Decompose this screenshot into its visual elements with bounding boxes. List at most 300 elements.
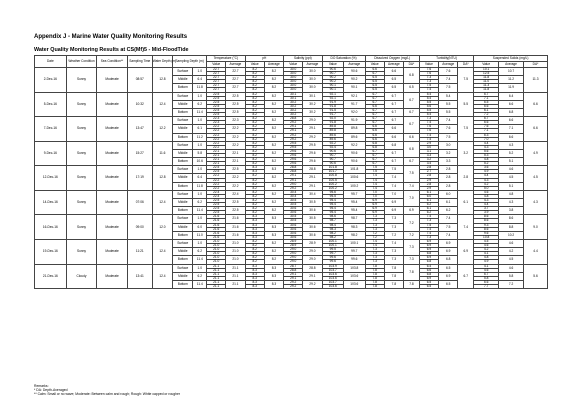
sea-condition-cell: Moderate — [97, 166, 128, 191]
level-name-cell: Bottom — [173, 280, 193, 288]
salinity-average-cell: 30.2 — [303, 100, 322, 108]
suspended-solids-value-cell: 8.6 — [474, 219, 499, 223]
water-depth-cell: 12.8 — [152, 68, 172, 93]
sampling-depth-cell: 11.8 — [193, 182, 207, 190]
ph-value-cell: 8.2 — [245, 194, 264, 198]
level-name-cell: Bottom — [173, 256, 193, 264]
subheader-cell: Average — [499, 62, 524, 68]
dissolved-oxygen-value-cell: 7.3 — [365, 215, 384, 219]
suspended-solids-average-cell: 4.3 — [499, 141, 524, 149]
turbidity-average-cell: 3.2 — [439, 149, 458, 157]
salinity-average-cell: 28.8 — [303, 264, 322, 272]
dissolved-oxygen-average-cell: 6.5 — [384, 76, 403, 84]
dissolved-oxygen-value-cell: 7.4 — [365, 244, 384, 248]
ph-value-cell: 8.3 — [245, 166, 264, 170]
temperature-value-cell: 22.5 — [207, 113, 226, 117]
appendix-title: Appendix J - Marine Water Quality Monitoring Results — [34, 34, 188, 40]
do-saturation-value-cell: 98.2 — [322, 231, 344, 235]
weather-cell: Sunny — [66, 166, 97, 191]
do-saturation-value-cell: 92.1 — [322, 92, 344, 96]
ph-average-cell: 8.2 — [264, 256, 283, 264]
dissolved-oxygen-da-cell: 7.4 — [404, 182, 420, 190]
header-salinity: Salinity (ppt) — [284, 56, 322, 62]
ph-value-cell: 8.2 — [245, 84, 264, 88]
suspended-solids-average-cell: 6.6 — [499, 100, 524, 108]
ph-value-cell: 8.2 — [245, 141, 264, 145]
salinity-value-cell: 30.6 — [284, 235, 303, 239]
ph-value-cell: 8.3 — [245, 227, 264, 231]
salinity-value-cell: 30.0 — [284, 88, 303, 92]
do-saturation-average-cell: 89.8 — [344, 125, 366, 133]
turbidity-average-cell: 6.5 — [439, 264, 458, 272]
ph-average-cell: 8.2 — [264, 199, 283, 207]
ph-value-cell: 8.2 — [245, 252, 264, 256]
sampling-depth-cell: 1.0 — [193, 141, 207, 149]
turbidity-value-cell: 6.9 — [419, 248, 438, 252]
temperature-value-cell: 21.6 — [207, 219, 226, 223]
suspended-solids-value-cell: 4.3 — [474, 145, 499, 149]
dissolved-oxygen-value-cell: 7.3 — [365, 227, 384, 231]
do-saturation-average-cell: 91.9 — [344, 117, 366, 125]
dissolved-oxygen-value-cell: 6.7 — [365, 117, 384, 121]
do-saturation-value-cell: 90.7 — [322, 153, 344, 157]
temperature-value-cell: 22.2 — [207, 145, 226, 149]
salinity-value-cell: 29.2 — [284, 186, 303, 190]
do-saturation-value-cell: 100.2 — [322, 182, 344, 186]
do-saturation-average-cell: 92.0 — [344, 108, 366, 116]
level-name-cell: Bottom — [173, 182, 193, 190]
dissolved-oxygen-value-cell: 6.7 — [365, 158, 384, 162]
suspended-solids-value-cell: 3.7 — [474, 207, 499, 211]
remarks-heading: Remarks: — [34, 384, 49, 388]
turbidity-value-cell: 2.9 — [419, 186, 438, 190]
suspended-solids-value-cell: 7.1 — [474, 129, 499, 133]
salinity-average-cell: 30.4 — [303, 190, 322, 198]
turbidity-average-cell: 3.3 — [439, 158, 458, 166]
turbidity-da-cell: 5.5 — [458, 92, 474, 117]
dissolved-oxygen-average-cell: 7.8 — [384, 280, 403, 288]
suspended-solids-value-cell: 6.7 — [474, 92, 499, 96]
dissolved-oxygen-da-cell: 7.2 — [404, 215, 420, 231]
temperature-value-cell: 21.1 — [207, 264, 226, 268]
salinity-value-cell: 28.9 — [284, 239, 303, 243]
suspended-solids-da-cell: 5.6 — [524, 264, 548, 289]
salinity-average-cell: 29.1 — [303, 182, 322, 190]
sampling-depth-cell: 11.0 — [193, 231, 207, 239]
subheader-cell: Average — [439, 62, 458, 68]
salinity-value-cell: 30.6 — [284, 227, 303, 231]
do-saturation-value-cell: 91.7 — [322, 113, 344, 117]
subheader-cell: Value — [474, 62, 499, 68]
water-depth-cell: 12.0 — [152, 215, 172, 240]
turbidity-value-cell: 7.6 — [419, 72, 438, 76]
salinity-value-cell: 29.5 — [284, 145, 303, 149]
subheader-cell: Value — [207, 62, 226, 68]
salinity-average-cell: 30.1 — [303, 92, 322, 100]
ph-average-cell: 8.2 — [264, 84, 283, 92]
dissolved-oxygen-value-cell: 7.4 — [365, 174, 384, 178]
temperature-value-cell: 22.2 — [207, 141, 226, 145]
ph-value-cell: 8.2 — [245, 68, 264, 72]
turbidity-average-cell: 2.8 — [439, 182, 458, 190]
salinity-value-cell: 29.1 — [284, 174, 303, 178]
ph-value-cell: 8.2 — [245, 108, 264, 112]
salinity-value-cell: 30.6 — [284, 207, 303, 211]
do-saturation-value-cell: 90.7 — [322, 158, 344, 162]
do-saturation-value-cell: 100.5 — [322, 178, 344, 182]
suspended-solids-value-cell: 4.5 — [474, 239, 499, 243]
suspended-solids-value-cell: 4.8 — [474, 194, 499, 198]
ph-average-cell: 8.2 — [264, 207, 283, 215]
dissolved-oxygen-value-cell: 7.5 — [365, 166, 384, 170]
suspended-solids-average-cell: 4.6 — [499, 264, 524, 272]
do-saturation-average-cell: 92.1 — [344, 92, 366, 100]
dissolved-oxygen-value-cell: 7.8 — [365, 264, 384, 268]
do-saturation-value-cell: 90.1 — [322, 88, 344, 92]
salinity-average-cell: 29.6 — [303, 149, 322, 157]
suspended-solids-value-cell: 4.1 — [474, 252, 499, 256]
suspended-solids-value-cell: 8.6 — [474, 215, 499, 219]
dissolved-oxygen-value-cell: 6.7 — [365, 100, 384, 104]
sampling-depth-cell: 1.0 — [193, 215, 207, 223]
temperature-average-cell: 22.7 — [226, 76, 245, 84]
salinity-value-cell: 30.4 — [284, 190, 303, 194]
ph-average-cell: 8.2 — [264, 108, 283, 116]
level-name-cell: Surface — [173, 215, 193, 223]
ph-average-cell: 8.2 — [264, 125, 283, 133]
suspended-solids-average-cell: 5.1 — [499, 158, 524, 166]
salinity-average-cell: 29.0 — [303, 256, 322, 264]
ph-value-cell: 8.3 — [245, 264, 264, 268]
subheader-cell: Average — [384, 62, 403, 68]
suspended-solids-average-cell: 11.9 — [499, 84, 524, 92]
ph-value-cell: 8.2 — [245, 72, 264, 76]
ph-value-cell: 8.2 — [245, 207, 264, 211]
ph-average-cell: 8.2 — [264, 239, 283, 247]
dissolved-oxygen-value-cell: 6.7 — [365, 153, 384, 157]
do-saturation-value-cell: 90.2 — [322, 80, 344, 84]
dissolved-oxygen-value-cell: 7.2 — [365, 235, 384, 239]
dissolved-oxygen-value-cell: 6.6 — [365, 68, 384, 72]
temperature-average-cell: 21.6 — [226, 223, 245, 231]
turbidity-da-cell: 3.2 — [458, 141, 474, 166]
turbidity-value-cell: 7.6 — [419, 129, 438, 133]
dissolved-oxygen-value-cell: 7.5 — [365, 170, 384, 174]
do-saturation-value-cell: 98.3 — [322, 227, 344, 231]
sampling-depth-cell: 1.0 — [193, 117, 207, 125]
dissolved-oxygen-average-cell: 7.4 — [384, 174, 403, 182]
suspended-solids-value-cell: 6.6 — [474, 104, 499, 108]
turbidity-value-cell: 7.3 — [419, 117, 438, 121]
temperature-value-cell: 22.5 — [207, 170, 226, 174]
turbidity-value-cell: 3.1 — [419, 149, 438, 153]
turbidity-value-cell: 7.6 — [419, 68, 438, 72]
do-saturation-average-cell: 98.2 — [344, 231, 366, 239]
ph-value-cell: 8.3 — [245, 235, 264, 239]
turbidity-average-cell: 6.2 — [439, 207, 458, 215]
suspended-solids-value-cell: 4.1 — [474, 264, 499, 268]
level-name-cell: Surface — [173, 141, 193, 149]
temperature-average-cell: 21.0 — [226, 239, 245, 247]
salinity-average-cell: 30.5 — [303, 215, 322, 223]
temperature-average-cell: 22.7 — [226, 68, 245, 76]
do-saturation-value-cell: 95.4 — [322, 207, 344, 211]
ph-value-cell: 8.3 — [245, 223, 264, 227]
salinity-value-cell: 29.1 — [284, 178, 303, 182]
suspended-solids-average-cell: 5.1 — [499, 182, 524, 190]
ph-value-cell: 8.3 — [245, 268, 264, 272]
salinity-value-cell: 29.0 — [284, 248, 303, 252]
suspended-solids-da-cell: 4.5 — [524, 166, 548, 191]
ph-value-cell: 8.2 — [245, 104, 264, 108]
subheader-cell: Value — [284, 62, 303, 68]
turbidity-value-cell: 6.2 — [419, 211, 438, 215]
ph-value-cell: 8.2 — [245, 186, 264, 190]
do-saturation-value-cell: 103.9 — [322, 264, 344, 268]
salinity-value-cell: 30.0 — [284, 72, 303, 76]
ph-value-cell: 8.2 — [245, 256, 264, 260]
turbidity-value-cell: 6.8 — [419, 272, 438, 276]
level-name-cell: Middle — [173, 248, 193, 256]
temperature-average-cell: 21.1 — [226, 272, 245, 280]
suspended-solids-value-cell: 4.4 — [474, 174, 499, 178]
temperature-value-cell: 22.5 — [207, 166, 226, 170]
dissolved-oxygen-value-cell: 6.9 — [365, 199, 384, 203]
dissolved-oxygen-average-cell: 6.7 — [384, 117, 403, 125]
dissolved-oxygen-value-cell: 6.7 — [365, 72, 384, 76]
suspended-solids-value-cell: 5.6 — [474, 149, 499, 153]
dissolved-oxygen-value-cell: 6.8 — [365, 141, 384, 145]
suspended-solids-average-cell: 8.8 — [499, 223, 524, 231]
dissolved-oxygen-da-cell: 6.7 — [404, 158, 420, 166]
temperature-value-cell: 21.0 — [207, 248, 226, 252]
dissolved-oxygen-value-cell: 6.6 — [365, 104, 384, 108]
suspended-solids-da-cell: 6.6 — [524, 117, 548, 142]
sampling-depth-cell: 5.8 — [193, 149, 207, 157]
temperature-average-cell: 22.2 — [226, 141, 245, 149]
turbidity-value-cell: 5.4 — [419, 92, 438, 96]
do-saturation-average-cell: 100.1 — [344, 239, 366, 247]
ph-value-cell: 8.2 — [245, 88, 264, 92]
suspended-solids-value-cell: 3.9 — [474, 211, 499, 215]
ph-value-cell: 8.2 — [245, 100, 264, 104]
salinity-average-cell: 30.0 — [303, 68, 322, 76]
sampling-depth-cell: 1.0 — [193, 166, 207, 174]
sampling-depth-cell: 6.2 — [193, 272, 207, 280]
turbidity-da-cell: 7.4 — [458, 215, 474, 240]
do-saturation-value-cell: 103.6 — [322, 276, 344, 280]
level-name-cell: Surface — [173, 190, 193, 198]
header-time: Sampling Time — [127, 56, 152, 68]
do-saturation-value-cell: 100.8 — [322, 174, 344, 178]
ph-value-cell: 8.2 — [245, 199, 264, 203]
salinity-average-cell: 30.2 — [303, 108, 322, 116]
suspended-solids-average-cell: 5.2 — [499, 149, 524, 157]
turbidity-value-cell: 6.1 — [419, 199, 438, 203]
turbidity-value-cell: 5.5 — [419, 100, 438, 104]
temperature-value-cell: 21.0 — [207, 252, 226, 256]
turbidity-value-cell: 7.4 — [419, 133, 438, 137]
suspended-solids-da-cell: 11.3 — [524, 68, 548, 93]
level-name-cell: Bottom — [173, 84, 193, 92]
do-saturation-value-cell: 98.2 — [322, 235, 344, 239]
dissolved-oxygen-average-cell: 7.8 — [384, 272, 403, 280]
dissolved-oxygen-value-cell: 6.5 — [365, 88, 384, 92]
do-saturation-value-cell: 91.8 — [322, 121, 344, 125]
do-saturation-value-cell: 95.4 — [322, 199, 344, 203]
dissolved-oxygen-da-cell: 7.8 — [404, 280, 420, 288]
suspended-solids-average-cell: 7.1 — [499, 125, 524, 133]
table-title: Water Quality Monitoring Results at CS(Mf)5 - Mid-FloodTide — [34, 47, 189, 53]
suspended-solids-average-cell: 4.6 — [499, 166, 524, 174]
salinity-value-cell: 29.5 — [284, 141, 303, 145]
water-depth-cell: 12.4 — [152, 264, 172, 289]
suspended-solids-average-cell: 10.2 — [499, 231, 524, 239]
do-saturation-average-cell: 103.8 — [344, 264, 366, 272]
turbidity-value-cell: 7.3 — [419, 76, 438, 80]
ph-average-cell: 8.3 — [264, 231, 283, 239]
dissolved-oxygen-value-cell: 7.3 — [365, 252, 384, 256]
ph-value-cell: 8.2 — [245, 158, 264, 162]
sampling-depth-cell: 6.2 — [193, 100, 207, 108]
ph-average-cell: 8.2 — [264, 100, 283, 108]
turbidity-average-cell: 7.6 — [439, 125, 458, 133]
ph-average-cell: 8.2 — [264, 117, 283, 125]
do-saturation-value-cell: 90.1 — [322, 84, 344, 88]
suspended-solids-value-cell: 9.6 — [474, 231, 499, 235]
header-turbidity: Turbidity(NTU) — [419, 56, 473, 62]
suspended-solids-da-cell: 4.4 — [524, 239, 548, 264]
temperature-value-cell: 22.7 — [207, 76, 226, 80]
level-name-cell: Middle — [173, 199, 193, 207]
do-saturation-value-cell: 100.2 — [322, 186, 344, 190]
do-saturation-value-cell: 92.1 — [322, 96, 344, 100]
turbidity-value-cell: 5.5 — [419, 108, 438, 112]
turbidity-average-cell: 6.8 — [439, 256, 458, 264]
turbidity-value-cell: 7.3 — [419, 235, 438, 239]
level-name-cell: Surface — [173, 264, 193, 272]
turbidity-value-cell: 6.2 — [419, 203, 438, 207]
turbidity-average-cell: 7.5 — [439, 84, 458, 92]
salinity-value-cell: 30.5 — [284, 215, 303, 219]
ph-average-cell: 8.2 — [264, 76, 283, 84]
do-saturation-average-cell: 90.6 — [344, 68, 366, 76]
do-saturation-value-cell: 98.7 — [322, 219, 344, 223]
temperature-average-cell: 22.2 — [226, 133, 245, 141]
temperature-value-cell: 22.4 — [207, 194, 226, 198]
dissolved-oxygen-average-cell: 6.6 — [384, 68, 403, 76]
temperature-value-cell: 21.0 — [207, 256, 226, 260]
suspended-solids-value-cell: 11.3 — [474, 84, 499, 88]
ph-value-cell: 8.2 — [245, 137, 264, 141]
sea-condition-cell: Moderate — [97, 264, 128, 289]
temperature-average-cell: 21.0 — [226, 248, 245, 256]
dissolved-oxygen-value-cell: 7.4 — [365, 239, 384, 243]
dissolved-oxygen-average-cell: 6.7 — [384, 92, 403, 100]
turbidity-value-cell: 6.6 — [419, 268, 438, 272]
sampling-time-cell: 15:27 — [127, 141, 152, 166]
sea-condition-cell: Moderate — [97, 141, 128, 166]
ph-average-cell: 8.2 — [264, 174, 283, 182]
turbidity-value-cell: 2.7 — [419, 170, 438, 174]
suspended-solids-value-cell: 5.2 — [474, 162, 499, 166]
temperature-value-cell: 22.5 — [207, 96, 226, 100]
suspended-solids-value-cell: 4.6 — [474, 268, 499, 272]
temperature-average-cell: 22.2 — [226, 125, 245, 133]
sampling-time-cell: 10:32 — [127, 92, 152, 117]
do-saturation-average-cell: 95.4 — [344, 199, 366, 207]
level-name-cell: Middle — [173, 100, 193, 108]
subheader-cell: Average — [303, 62, 322, 68]
temperature-average-cell: 22.1 — [226, 158, 245, 166]
ph-value-cell: 8.2 — [245, 162, 264, 166]
header-do-saturation: DO Saturation (%) — [322, 56, 365, 62]
dissolved-oxygen-value-cell: 6.5 — [365, 80, 384, 84]
ph-average-cell: 8.2 — [264, 68, 283, 76]
do-saturation-value-cell: 92.4 — [322, 145, 344, 149]
temperature-average-cell: 21.1 — [226, 264, 245, 272]
do-saturation-average-cell: 100.6 — [344, 174, 366, 182]
turbidity-value-cell: 7.4 — [419, 215, 438, 219]
turbidity-average-cell: 7.5 — [439, 223, 458, 231]
ph-average-cell: 8.2 — [264, 158, 283, 166]
level-name-cell: Middle — [173, 223, 193, 231]
do-saturation-value-cell: 90.6 — [322, 162, 344, 166]
dissolved-oxygen-value-cell: 7.3 — [365, 256, 384, 260]
ph-value-cell: 8.3 — [245, 284, 264, 288]
turbidity-value-cell: 3.2 — [419, 158, 438, 162]
suspended-solids-value-cell: 7.7 — [474, 284, 499, 288]
dissolved-oxygen-value-cell: 7.0 — [365, 190, 384, 194]
temperature-value-cell: 22.1 — [207, 153, 226, 157]
dissolved-oxygen-average-cell: 7.2 — [384, 231, 403, 239]
turbidity-average-cell: 3.0 — [439, 141, 458, 149]
dissolved-oxygen-value-cell: 7.4 — [365, 182, 384, 186]
salinity-value-cell: 29.2 — [284, 280, 303, 284]
ph-average-cell: 8.2 — [264, 190, 283, 198]
temperature-value-cell: 21.0 — [207, 260, 226, 264]
turbidity-value-cell: 7.6 — [419, 125, 438, 129]
do-saturation-value-cell: 99.5 — [322, 248, 344, 252]
do-saturation-average-cell: 98.7 — [344, 215, 366, 223]
do-saturation-average-cell: 95.4 — [344, 207, 366, 215]
turbidity-average-cell: 7.5 — [439, 133, 458, 141]
ph-average-cell: 8.2 — [264, 182, 283, 190]
weather-cell: Sunny — [66, 141, 97, 166]
suspended-solids-value-cell: 5.3 — [474, 153, 499, 157]
turbidity-value-cell: 6.1 — [419, 207, 438, 211]
turbidity-average-cell: 7.4 — [439, 215, 458, 223]
temperature-value-cell: 21.6 — [207, 231, 226, 235]
ph-value-cell: 8.2 — [245, 239, 264, 243]
sampling-depth-cell: 1.0 — [193, 92, 207, 100]
ph-value-cell: 8.2 — [245, 76, 264, 80]
do-saturation-value-cell: 101.7 — [322, 170, 344, 174]
suspended-solids-value-cell: 11.8 — [474, 76, 499, 80]
turbidity-value-cell: 6.8 — [419, 252, 438, 256]
turbidity-value-cell: 3.0 — [419, 145, 438, 149]
turbidity-average-cell: 6.9 — [439, 272, 458, 280]
turbidity-value-cell: 3.4 — [419, 162, 438, 166]
salinity-value-cell: 29.2 — [284, 284, 303, 288]
salinity-value-cell: 30.0 — [284, 84, 303, 88]
sampling-depth-cell: 11.2 — [193, 133, 207, 141]
temperature-average-cell: 22.2 — [226, 182, 245, 190]
header-sea: Sea Condition** — [97, 56, 128, 68]
header-weather: Weather Condition — [66, 56, 97, 68]
ph-average-cell: 8.2 — [264, 141, 283, 149]
water-depth-cell: 12.4 — [152, 239, 172, 264]
